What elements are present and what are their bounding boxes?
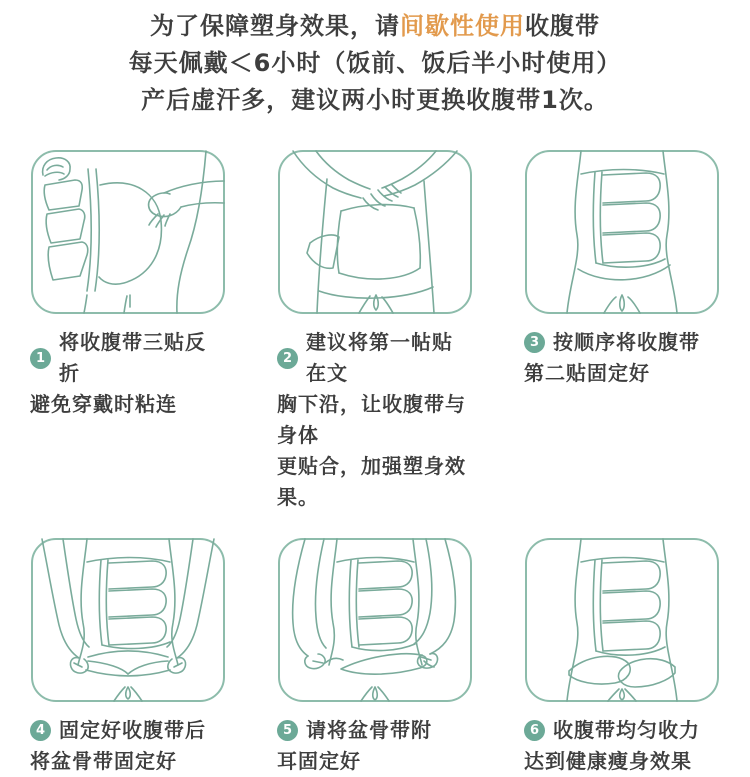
notice-line-1 — [0, 8, 750, 45]
step-5-caption-line-2: 耳固定好 — [277, 749, 361, 773]
notice-highlight-phrase: 间歇性使用 — [400, 12, 525, 40]
step-2-caption — [277, 327, 473, 513]
step-4 — [30, 537, 226, 777]
fasten-pelvic-band-tabs-illustration — [277, 537, 473, 703]
step-3-caption-line-1: 按顺序将收腹带 — [553, 330, 700, 354]
step-1-caption-line-2: 避免穿戴时粘连 — [30, 392, 177, 416]
step-2-number-badge: 2 — [277, 348, 298, 369]
step-5-caption — [277, 715, 473, 777]
step-3 — [524, 149, 720, 513]
step-6-number-badge: 6 — [524, 720, 545, 741]
step-1-number-badge: 1 — [30, 348, 51, 369]
step-1-caption — [30, 327, 226, 420]
step-5-number-badge: 5 — [277, 720, 298, 741]
step-2-caption-line-2: 胸下沿，让收腹带与身体 — [277, 392, 466, 447]
step-3-number-badge: 3 — [524, 332, 545, 353]
step-1 — [30, 149, 226, 513]
stick-first-strap-under-bra-illustration — [277, 149, 473, 315]
step-5 — [277, 537, 473, 777]
step-2-caption-line-1: 建议将第一帖贴在文 — [306, 330, 453, 385]
fix-pelvic-band-illustration — [30, 537, 226, 703]
notice-line-3: 产后虚汗多，建议两小时更换收腹带1次。 — [141, 86, 609, 114]
step-3-caption — [524, 327, 720, 389]
step-4-caption-line-2: 将盆骨带固定好 — [30, 749, 177, 773]
step-2 — [277, 149, 473, 513]
notice-line-1-suffix: 收腹带 — [525, 12, 600, 40]
step-4-number-badge: 4 — [30, 720, 51, 741]
step-6-caption — [524, 715, 720, 777]
fasten-second-strap-illustration — [524, 149, 720, 315]
step-4-caption-line-1: 固定好收腹带后 — [59, 718, 206, 742]
steps-grid — [0, 119, 750, 777]
even-compression-result-illustration — [524, 537, 720, 703]
step-5-caption-line-1: 请将盆骨带附 — [306, 718, 432, 742]
fold-three-straps-back-illustration — [30, 149, 226, 315]
step-3-caption-line-2: 第二贴固定好 — [524, 361, 650, 385]
step-4-caption — [30, 715, 226, 777]
notice-line-2: 每天佩戴＜6小时（饭前、饭后半小时使用） — [128, 49, 622, 77]
usage-notice — [0, 0, 750, 119]
step-6-caption-line-2: 达到健康瘦身效果 — [524, 749, 692, 773]
step-6 — [524, 537, 720, 777]
step-6-caption-line-1: 收腹带均匀收力 — [553, 718, 700, 742]
notice-line-1-prefix: 为了保障塑身效果，请 — [150, 12, 400, 40]
step-1-caption-line-1: 将收腹带三贴反折 — [59, 330, 206, 385]
step-2-caption-line-3: 更贴合，加强塑身效果。 — [277, 454, 466, 509]
